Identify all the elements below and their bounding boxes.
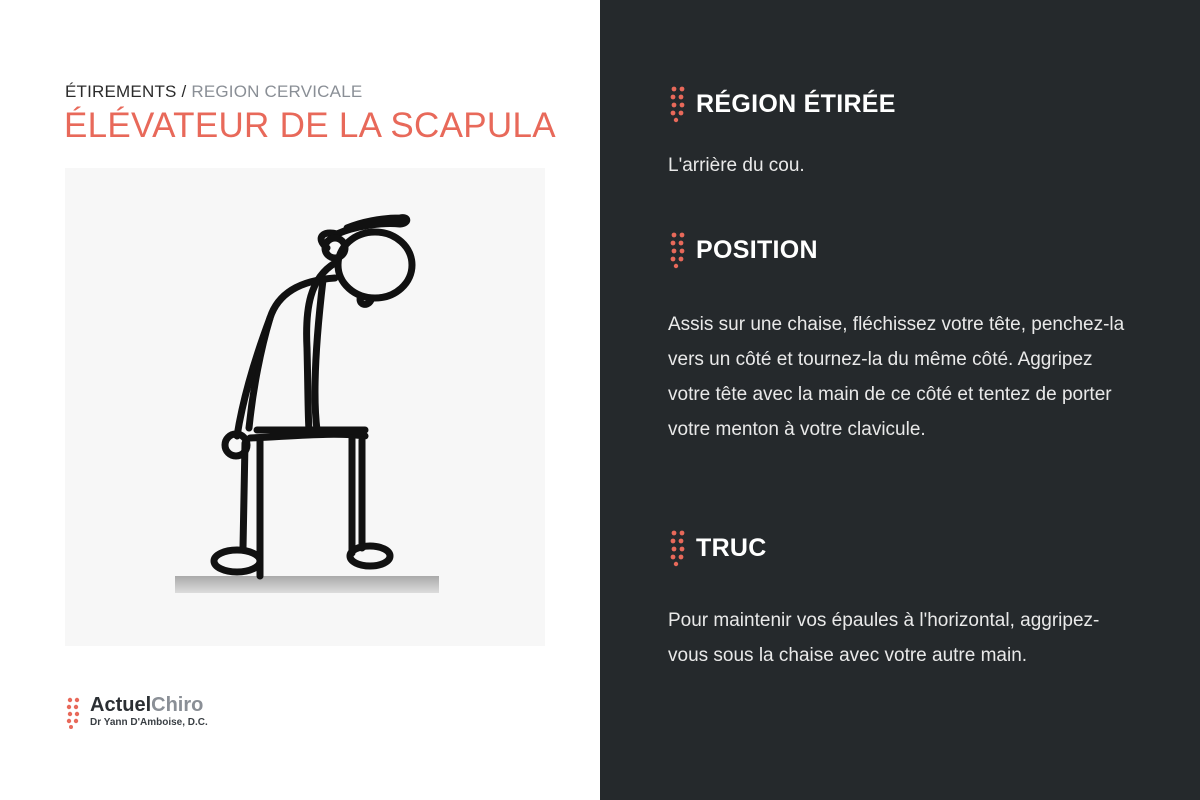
page-title: ÉLÉVATEUR DE LA SCAPULA [64, 106, 556, 145]
dots-icon [668, 231, 688, 269]
breadcrumb-separator: / [176, 82, 192, 101]
logo-name [90, 694, 203, 717]
stretch-illustration [65, 168, 545, 646]
section-title: POSITION [696, 236, 818, 264]
dots-icon [668, 85, 688, 123]
breadcrumb-subcategory[interactable]: REGION CERVICALE [191, 82, 363, 101]
breadcrumb-category[interactable]: ÉTIREMENTS [65, 82, 177, 101]
section-title: RÉGION ÉTIRÉE [696, 90, 896, 118]
section-title: TRUC [696, 534, 767, 562]
breadcrumb [65, 82, 362, 102]
section-body-truc: Pour maintenir vos épaules à l'horizontal, aggripez-vous sous la chaise avec votre autre main. [668, 610, 1100, 666]
dots-icon [668, 529, 688, 567]
logo-subtitle: Dr Yann D'Amboise, D.C. [90, 717, 208, 728]
section-body-region-etiree: L'arrière du cou. [668, 155, 805, 176]
logo-name-bold: Actuel [90, 694, 152, 716]
logo-name-light: Chiro [151, 694, 204, 716]
stick-figure-icon [65, 168, 545, 646]
logo-dots-icon [65, 697, 83, 729]
section-body-position: Assis sur une chaise, fléchissez votre tête, penchez-la vers un côté et tournez-la du même côté. Aggripez votre tête avec la main de ce côté et tentez de porter votre menton à votre clavicule. [668, 314, 1125, 440]
